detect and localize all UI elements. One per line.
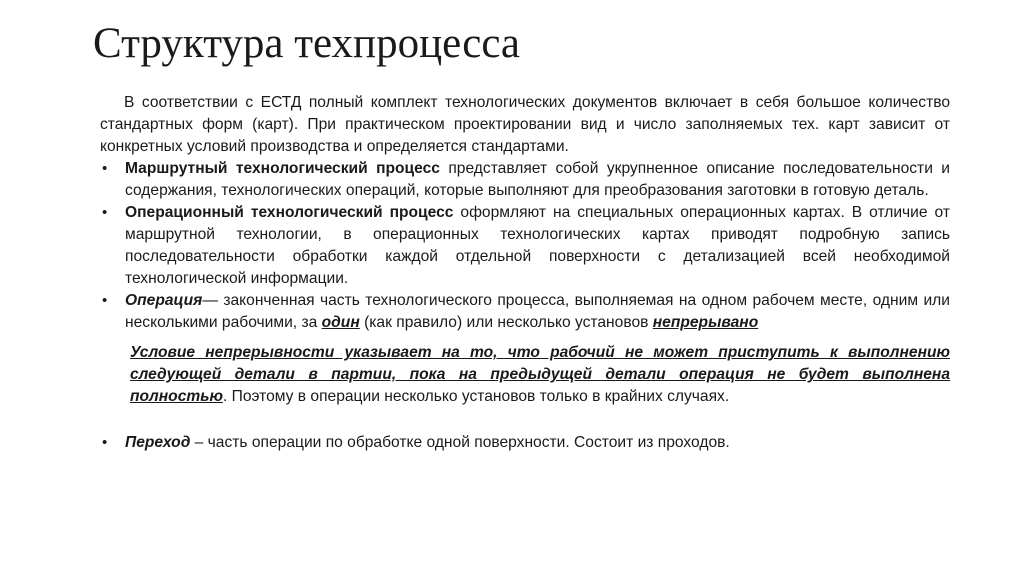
continuity-note xyxy=(130,342,950,408)
bullet-dot: • xyxy=(102,204,108,221)
definition-operation-part2: (как правило) или несколько установов xyxy=(359,314,653,331)
term-operation: Операция xyxy=(125,292,203,309)
term-route-process: Маршрутный технологический процесс xyxy=(125,160,440,177)
term-transition: Переход xyxy=(125,434,191,451)
slide-body xyxy=(100,92,950,454)
emphasis-one: один xyxy=(321,314,360,331)
intro-paragraph: В соответствии с ЕСТД полный комплект технологических документов включает в себя большое количество стандартных форм (карт). При практическом проектировании вид и число заполняемых тех. карт зависит от конкретных условий производства и определяется стандартами. xyxy=(100,94,950,155)
bullet-operational-process xyxy=(100,202,950,290)
term-operational-process: Операционный технологический процесс xyxy=(125,204,454,221)
continuity-condition: Условие непрерывности указывает на то, что рабочий не может приступить к выполнению следующей детали в партии, пока на предыдущей детали операция не будет выполнена полностью xyxy=(130,344,950,405)
definition-transition: – часть операции по обработке одной поверхности. Состоит из проходов. xyxy=(190,434,730,451)
definition-operational-process: оформляют на специальных операционных картах. В отличие от маршрутной технологии, в операционных технологических картах приводят подробную запись последовательности обработки каждой отдельной поверхности с детализацией всей необходимой технологической информации. xyxy=(125,204,950,287)
bullet-operation xyxy=(100,290,950,334)
definition-operation-part1: — законченная часть технологического процесса, выполняемая на одном рабочем месте, одним или несколькими рабочими, за xyxy=(125,292,950,331)
emphasis-continuously: непрерывано xyxy=(652,314,759,331)
bullet-transition xyxy=(100,432,950,454)
bullet-dot: • xyxy=(102,160,108,177)
continuity-note-rest: . Поэтому в операции несколько установов только в крайних случаях. xyxy=(222,388,730,405)
bullet-dot: • xyxy=(102,292,108,309)
bullet-dot: • xyxy=(102,434,108,451)
definition-route-process: представляет собой укрупненное описание последовательности и содержания, технологических операций, которые выполняют для преобразования заготовки в готовую деталь. xyxy=(125,160,951,199)
bullet-route-process xyxy=(100,158,950,202)
slide-title: Структура техпроцесса xyxy=(93,20,521,67)
